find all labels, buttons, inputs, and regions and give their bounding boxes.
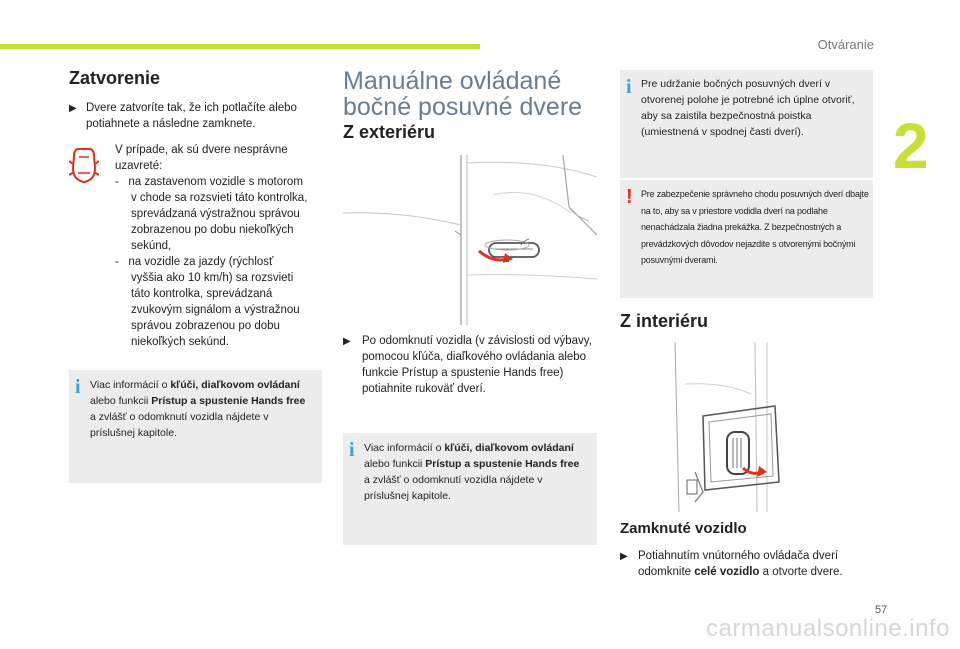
info-box-col1-text: Viac informácií o kľúči, diaľkovom ovládaní alebo funkcii Prístup a spustenie Hands free a zvlášť o odomknutí vozidla nájdete v príslušnej kapitole. xyxy=(90,379,306,439)
bullet-arrow-icon: ▶ xyxy=(343,336,351,347)
info-box-col2 xyxy=(343,433,597,545)
bullet-arrow-icon: ▶ xyxy=(69,103,77,114)
info-icon: i xyxy=(626,76,632,98)
info-icon: i xyxy=(349,439,355,461)
zatvorenie-paragraph: Dvere zatvoríte tak, že ich potlačíte alebo potiahnete a následne zamknete. xyxy=(86,102,297,130)
exterior-door-handle-illustration xyxy=(343,155,597,325)
sliding-door-heading: Manuálne ovládané bočné posuvné dvere xyxy=(343,67,583,121)
door-warning-text: V prípade, ak sú dvere nesprávne uzavreté: - na zastavenom vozidle s motorom v chode sa rozsvieti táto kontrolka, sprevádzaná výstražnou správou zobrazenou po dobu niekoľkých sekúnd, - na vozidle za jazdy (rýchlosť vyššia ako 10 km/h) sa rozsvieti táto kontrolka, sprevádzaná zvukovým signálom a výstražnou správou zobrazenou po dobu niekoľkých sekúnd. xyxy=(115,144,308,348)
info-icon: i xyxy=(75,376,81,398)
info-box-col1 xyxy=(69,370,322,483)
header-accent-bar xyxy=(0,44,480,49)
door-open-warning-icon xyxy=(69,146,99,186)
warning-box xyxy=(620,180,873,298)
zamknute-vozidlo-paragraph: Potiahnutím vnútorného ovládača dverí odomknite celé vozidlo a otvorte dvere. xyxy=(638,550,843,578)
zamknute-vozidlo-heading: Zamknuté vozidlo xyxy=(620,520,747,537)
watermark-text: carmanualsonline.info xyxy=(706,615,950,642)
warning-exclamation-icon: ! xyxy=(626,186,633,208)
z-exterieru-heading: Z exteriéru xyxy=(343,122,436,142)
interior-door-handle-illustration xyxy=(655,342,835,512)
z-exterieru-paragraph: Po odomknutí vozidla (v závislosti od výbavy, pomocou kľúča, diaľkového ovládania alebo funkcie Prístup a spustenie Hands free) potiahnite rukoväť dverí. xyxy=(362,335,592,395)
warning-box-text: Pre zabezpečenie správneho chodu posuvných dverí dbajte na to, aby sa v priestore vodidla dverí na podlahe nenachádzala žiadna prekážka. Z bezpečnostných a prevádzkových dôvodov nejazdite s otvorenými bočnými posuvnými dverami. xyxy=(641,189,869,265)
zatvorenie-heading: Zatvorenie xyxy=(69,68,161,88)
z-interieru-heading: Z interiéru xyxy=(620,311,709,331)
info-box-col2-text: Viac informácií o kľúči, diaľkovom ovládaní alebo funkcii Prístup a spustenie Hands free a zvlášť o odomknutí vozidla nájdete v príslušnej kapitole. xyxy=(364,442,580,502)
section-title: Otváranie xyxy=(817,37,874,52)
bullet-arrow-icon: ▶ xyxy=(620,551,628,562)
info-box-col3-text: Pre udržanie bočných posuvných dverí v otvorenej polohe je potrebné ich úplne otvoriť, aby sa zaistila bezpečnostná poistka (umiestnená v spodnej časti dverí). xyxy=(641,78,855,138)
info-box-col3 xyxy=(620,70,873,178)
chapter-number: 2 xyxy=(893,110,929,182)
page-number: 57 xyxy=(875,604,888,616)
